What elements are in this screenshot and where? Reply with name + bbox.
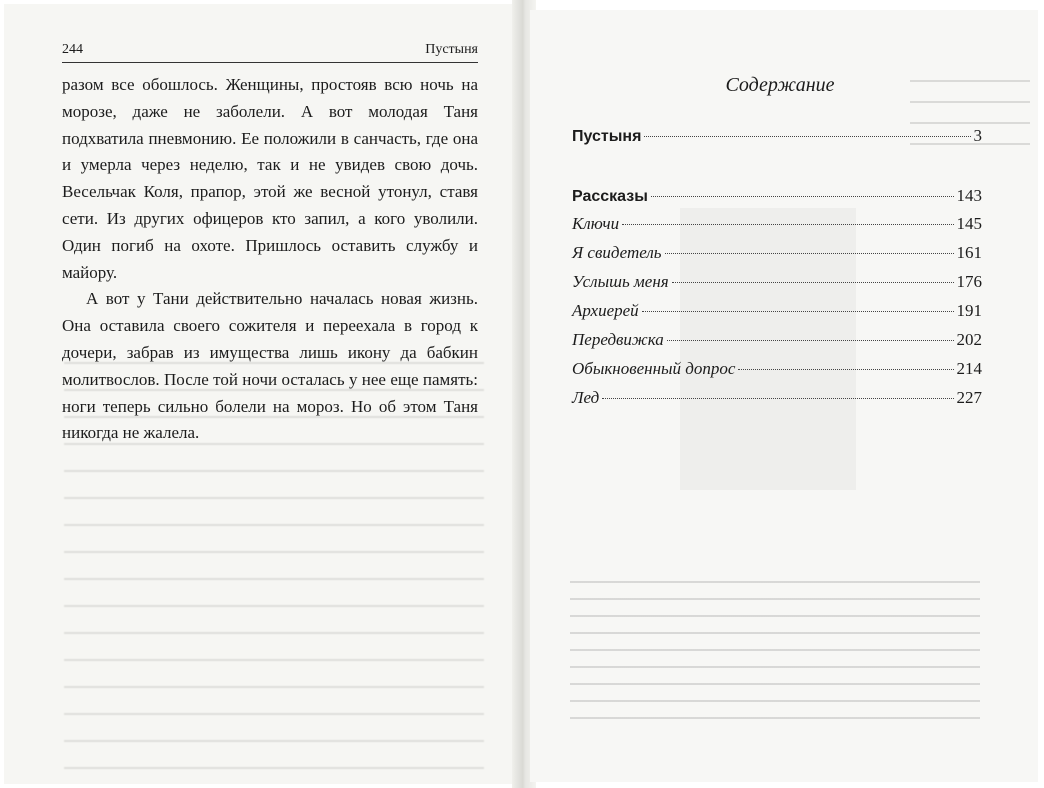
toc-title: Содержание (725, 74, 835, 96)
toc-entry (572, 243, 982, 269)
toc-entry-label: Лед (572, 388, 600, 407)
toc-entry (572, 272, 982, 298)
toc-entry (572, 186, 982, 212)
toc-entry (572, 388, 982, 414)
toc-entry-page: 161 (956, 243, 982, 262)
toc-entry-page: 176 (956, 272, 982, 291)
toc-entry-page: 214 (956, 359, 982, 378)
paragraph: разом все обошлось. Женщины, простояв всю ночь на морозе, даже не заболели. А вот молодая Таня подхватила пневмонию. Ее положили в санчасть, где она и умерла через неделю, так и не увидев свою дочь. Весельчак Коля, прапор, этой же весной утонул, ставя сети. Из других офицеров кто запил, а кого уволили. Один погиб на охоте. Пришлось оставить службу и майору. (62, 75, 478, 282)
toc-entry (572, 126, 982, 152)
toc-entry-label: Я свидетель (572, 243, 662, 262)
toc-entry-page: 227 (956, 388, 982, 407)
dot-leader (651, 196, 954, 197)
toc-entry (572, 359, 982, 385)
dot-leader (602, 398, 953, 399)
left-page (4, 4, 516, 784)
running-title: Пустыня (425, 42, 478, 57)
toc-entry-label: Архиерей (572, 301, 639, 320)
dot-leader (738, 369, 953, 370)
toc-entry-page: 191 (956, 301, 982, 320)
toc-entry-label: Рассказы (572, 188, 648, 205)
dot-leader (672, 282, 954, 283)
toc-entry-page: 202 (956, 330, 982, 349)
toc-entry-label: Обыкновенный допрос (572, 359, 736, 378)
toc-entry-page: 145 (956, 214, 982, 233)
page-number: 244 (62, 42, 83, 57)
paragraph: А вот у Тани действительно началась новая жизнь. Она оставила своего сожителя и переехала в город к дочери, забрав из имущества лишь икону да бабкин молитвослов. После той ночи осталась у нее еще память: ноги теперь сильно болели на мороз. Но об этом Таня никогда не жалела. (62, 289, 478, 443)
toc-entry-page: 143 (956, 186, 982, 205)
dot-leader (667, 340, 954, 341)
dot-leader (622, 224, 953, 225)
dot-leader (642, 311, 954, 312)
dot-leader (644, 136, 970, 137)
toc-entry (572, 330, 982, 356)
toc-entry (572, 301, 982, 327)
running-head (62, 38, 478, 63)
show-through-text (570, 572, 980, 732)
toc-entry-page: 3 (973, 126, 982, 145)
body-text (62, 72, 478, 447)
toc-entry-label: Передвижка (572, 330, 664, 349)
toc-entry-label: Пустыня (572, 128, 642, 145)
dot-leader (665, 253, 954, 254)
right-page (530, 10, 1038, 782)
toc-entry-label: Услышь меня (572, 272, 669, 291)
toc-entry-label: Ключи (572, 214, 620, 233)
toc-entry (572, 214, 982, 240)
